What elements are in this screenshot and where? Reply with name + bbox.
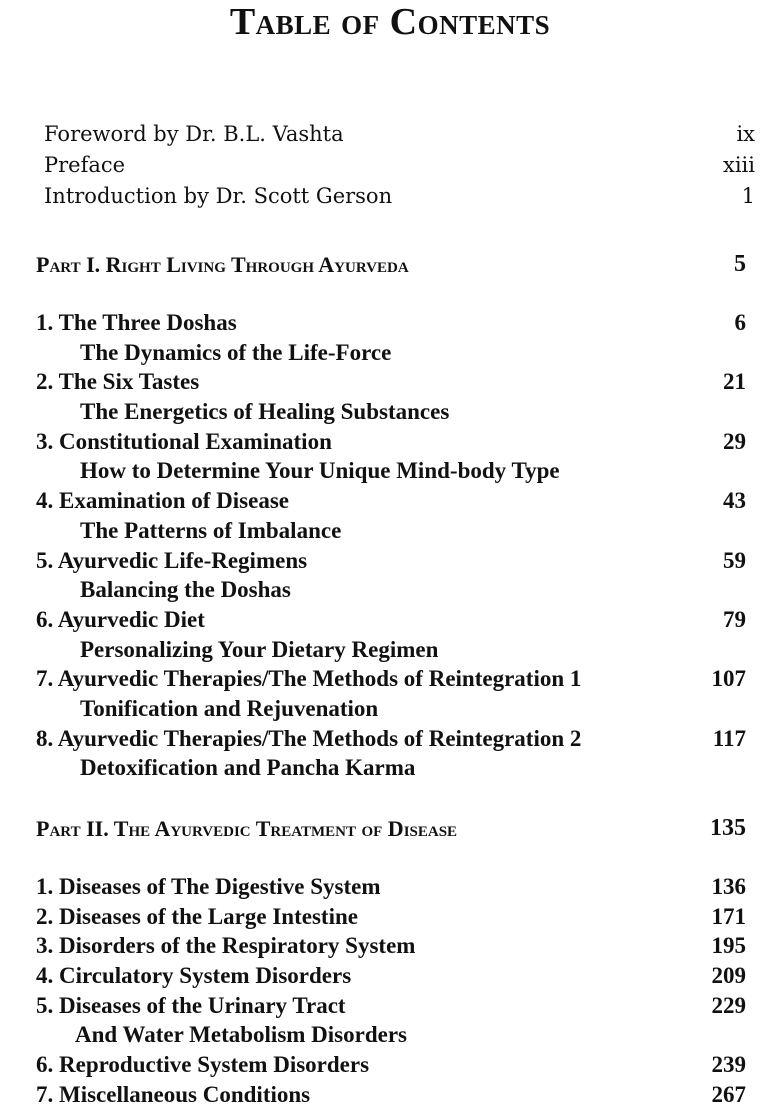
- chapter-title: 2. Diseases of the Large Intestine: [36, 903, 358, 929]
- part-title: Part I. Right Living Through Ayurveda: [36, 252, 409, 277]
- front-matter: [0, 119, 780, 212]
- toc-entry[interactable]: [0, 119, 780, 150]
- chapter-title: 6. Reproductive System Disorders: [36, 1052, 370, 1078]
- chapter-entry[interactable]: [0, 308, 780, 338]
- chapter-page: 171: [711, 903, 746, 929]
- chapter-title: 1. Diseases of The Digestive System: [36, 874, 381, 899]
- chapter-subtitle-row: [0, 635, 780, 665]
- chapter-entry[interactable]: [0, 902, 780, 932]
- chapter-title: 7. Ayurvedic Therapies/The Methods of Reintegration 1: [36, 666, 582, 692]
- entry-page: 1: [741, 184, 755, 208]
- chapter-page: 21: [723, 369, 746, 395]
- part1-heading: [0, 250, 780, 280]
- chapter-entry[interactable]: [0, 991, 780, 1021]
- chapter-subtitle-row: [0, 575, 780, 605]
- entry-page: ix: [736, 122, 755, 146]
- entry-label: Introduction by Dr. Scott Gerson: [44, 184, 393, 208]
- chapter-entry[interactable]: [0, 724, 780, 754]
- entry-label: Foreword by Dr. B.L. Vashta: [44, 122, 344, 146]
- chapter-subtitle-row: [0, 456, 780, 486]
- chapter-title: 5. Diseases of the Urinary Tract: [36, 992, 346, 1018]
- part1-chapters: [0, 308, 780, 783]
- chapter-entry[interactable]: [0, 546, 780, 576]
- chapter-page: 195: [711, 933, 746, 959]
- entry-page: xiii: [723, 153, 755, 177]
- chapter-page: 59: [723, 547, 746, 573]
- chapter-subtitle-row: [0, 397, 780, 427]
- chapter-entry[interactable]: [0, 872, 780, 902]
- chapter-title: 3. Disorders of the Respiratory System: [36, 933, 416, 959]
- chapter-subtitle: The Energetics of Healing Substances: [80, 399, 450, 425]
- chapter-subtitle-row: [0, 1020, 780, 1050]
- part2-heading: [0, 814, 780, 844]
- chapter-subtitle: The Dynamics of the Life-Force: [80, 339, 392, 365]
- chapter-subtitle: How to Determine Your Unique Mind-body Type: [80, 458, 560, 484]
- part-heading[interactable]: [0, 250, 780, 280]
- entry-label: Preface: [44, 153, 126, 177]
- chapter-page: 6: [734, 310, 746, 335]
- chapter-page: 209: [711, 963, 746, 989]
- chapter-title: 8. Ayurvedic Therapies/The Methods of Reintegration 2: [36, 725, 582, 751]
- chapter-subtitle: Personalizing Your Dietary Regimen: [80, 636, 439, 662]
- toc-entry[interactable]: [0, 181, 780, 212]
- chapter-page: 79: [723, 606, 746, 632]
- chapter-page: 239: [711, 1052, 746, 1078]
- chapter-subtitle-row: [0, 516, 780, 546]
- part-heading[interactable]: [0, 814, 780, 844]
- chapter-entry[interactable]: [0, 664, 780, 694]
- chapter-title: 5. Ayurvedic Life-Regimens: [36, 547, 308, 573]
- chapter-title: 2. The Six Tastes: [36, 369, 200, 395]
- toc-entry[interactable]: [0, 150, 780, 181]
- chapter-entry[interactable]: [0, 486, 780, 516]
- chapter-page: 107: [711, 666, 746, 692]
- chapter-subtitle-row: [0, 753, 780, 783]
- chapter-title: 6. Ayurvedic Diet: [36, 606, 205, 632]
- part2-chapters: [0, 872, 780, 1110]
- chapter-entry[interactable]: [0, 605, 780, 635]
- chapter-entry[interactable]: [0, 1050, 780, 1080]
- chapter-subtitle: Tonification and Rejuvenation: [80, 695, 379, 721]
- chapter-entry[interactable]: [0, 961, 780, 991]
- chapter-title: 7. Miscellaneous Conditions: [36, 1081, 311, 1107]
- part-page: 135: [710, 815, 746, 841]
- chapter-page: 29: [723, 428, 746, 454]
- chapter-entry[interactable]: [0, 931, 780, 961]
- chapter-page: 117: [712, 725, 746, 751]
- chapter-title: 1. The Three Doshas: [36, 310, 237, 335]
- chapter-subtitle: Balancing the Doshas: [80, 577, 291, 603]
- chapter-page: 267: [711, 1081, 746, 1107]
- page-title: Table of Contents: [229, 1, 551, 43]
- part-page: 5: [734, 251, 746, 277]
- chapter-page: 229: [711, 992, 746, 1018]
- chapter-entry[interactable]: [0, 367, 780, 397]
- chapter-title: 4. Examination of Disease: [36, 488, 289, 514]
- chapter-title: 4. Circulatory System Disorders: [36, 963, 352, 989]
- chapter-subtitle-row: [0, 694, 780, 724]
- chapter-entry[interactable]: [0, 1080, 780, 1110]
- chapter-subtitle: The Patterns of Imbalance: [80, 517, 342, 543]
- chapter-subtitle: And Water Metabolism Disorders: [75, 1022, 407, 1048]
- chapter-subtitle-row: [0, 338, 780, 368]
- chapter-entry[interactable]: [0, 427, 780, 457]
- chapter-subtitle: Detoxification and Pancha Karma: [80, 755, 416, 781]
- chapter-page: 136: [711, 874, 746, 899]
- part-title: Part II. The Ayurvedic Treatment of Disease: [36, 816, 458, 841]
- chapter-title: 3. Constitutional Examination: [36, 428, 332, 454]
- chapter-page: 43: [723, 488, 746, 514]
